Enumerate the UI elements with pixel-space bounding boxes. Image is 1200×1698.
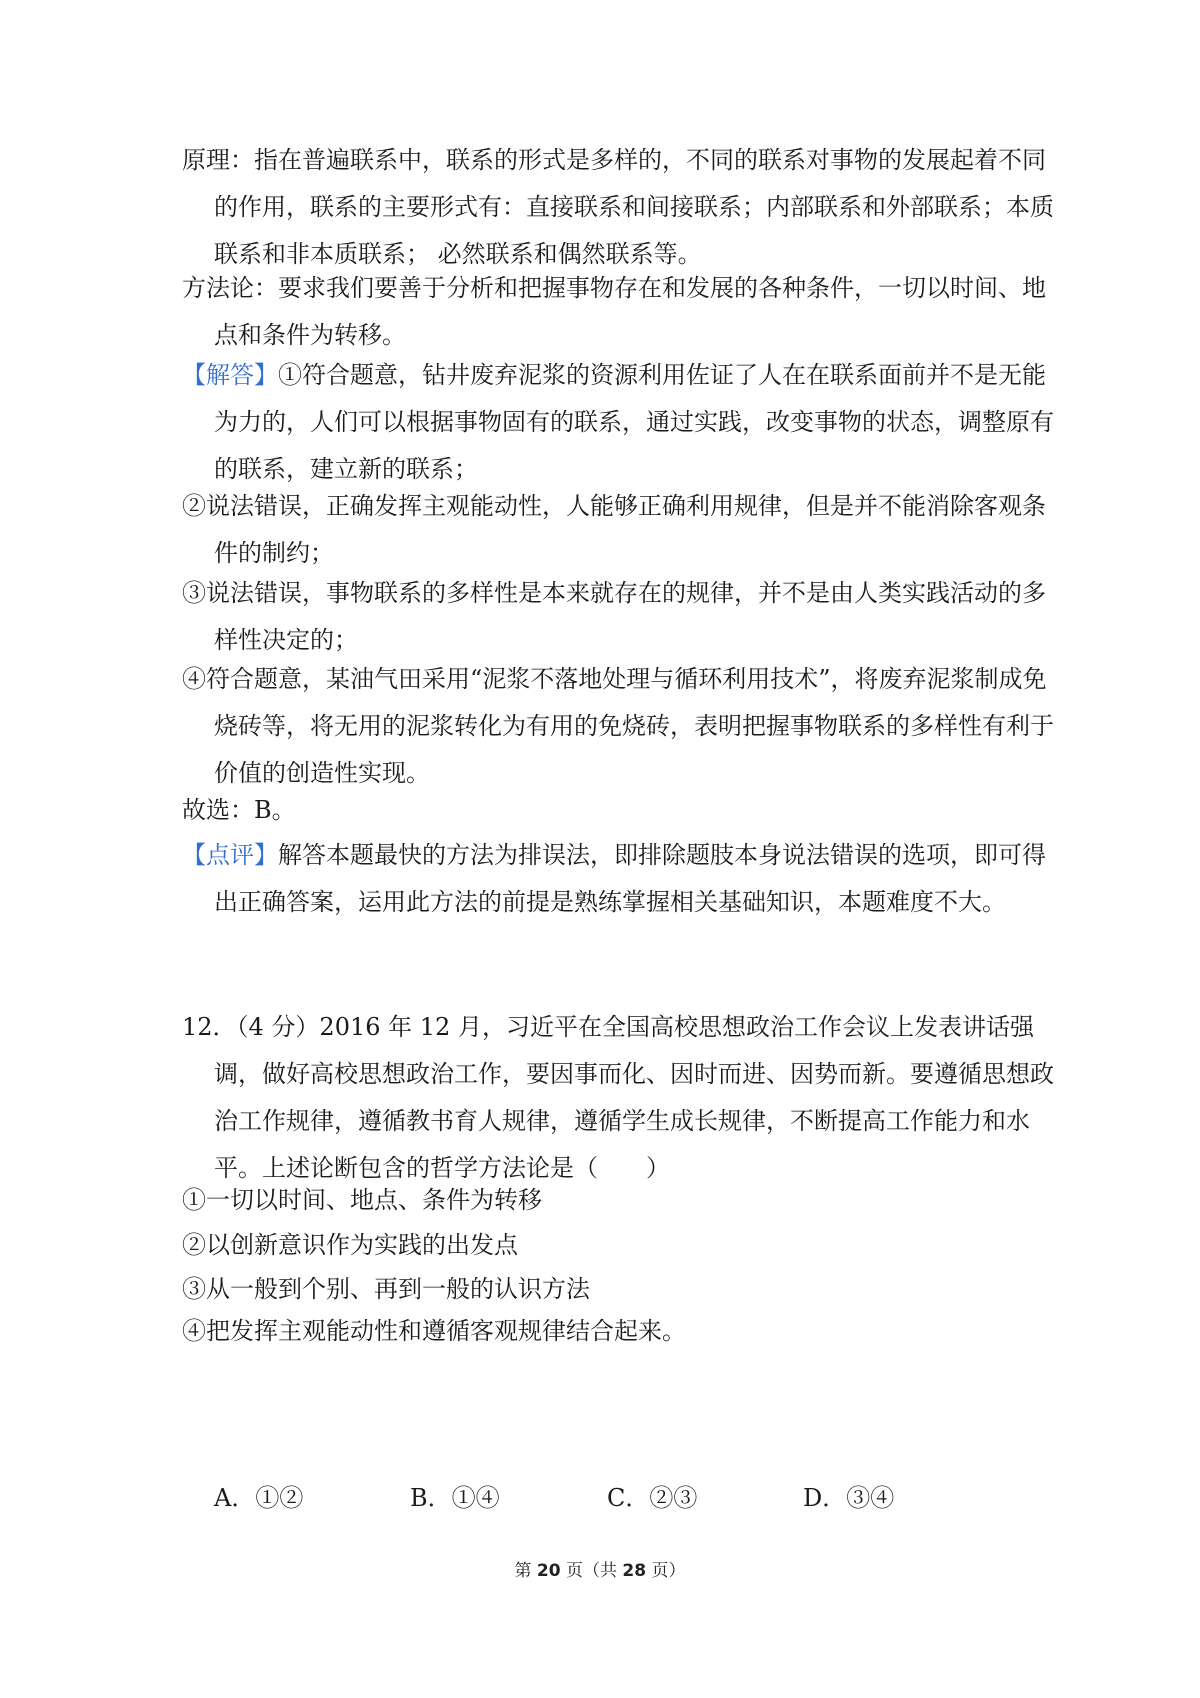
option-b: B．①④ bbox=[410, 1484, 500, 1512]
paragraph-text: ③说法错误，事物联系的多样性是本来就存在的规律，并不是由人类实践活动的多样性决定的； bbox=[182, 579, 1046, 654]
question-item-1 bbox=[182, 1177, 1054, 1224]
item-text: ②以创新意识作为实践的出发点 bbox=[182, 1231, 518, 1259]
paragraph-text: 故选：B。 bbox=[182, 796, 296, 824]
current-page-number: 20 bbox=[536, 1561, 561, 1581]
paragraph-text: 解答本题最快的方法为排误法，即排除题肢本身说法错误的选项，即可得出正确答案，运用此方法的前提是熟练掌握相关基础知识，本题难度不大。 bbox=[214, 841, 1046, 916]
answer-paragraph bbox=[182, 352, 1054, 493]
question-text: 12．（4 分）2016 年 12 月，习近平在全国高校思想政治工作会议上发表讲话强调，做好高校思想政治工作，要因事而化、因时而进、因势而新。要遵循思想政治工作规律，遵循教书育人规律，遵循学生成长规律，不断提高工作能力和水平。上述论断包含的哲学方法论是（ ） bbox=[182, 1013, 1054, 1182]
selected-answer bbox=[182, 787, 1054, 834]
footer-suffix: 页） bbox=[646, 1561, 686, 1581]
paragraph-text: ②说法错误，正确发挥主观能动性，人能够正确利用规律，但是并不能消除客观条件的制约； bbox=[182, 492, 1046, 567]
paragraph-text: ①符合题意，钻井废弃泥浆的资源利用佐证了人在在联系面前并不是无能为力的，人们可以根据事物固有的联系，通过实践，改变事物的状态，调整原有的联系，建立新的联系； bbox=[214, 361, 1054, 483]
item-text: ①一切以时间、地点、条件为转移 bbox=[182, 1186, 542, 1214]
item-text: ④把发挥主观能动性和遵循客观规律结合起来。 bbox=[182, 1317, 686, 1345]
principle-paragraph bbox=[182, 137, 1054, 278]
question-item-4 bbox=[182, 1308, 1054, 1355]
option-a: A．①② bbox=[214, 1484, 304, 1512]
total-pages-number: 28 bbox=[622, 1561, 647, 1581]
item-text: ③从一般到个别、再到一般的认识方法 bbox=[182, 1275, 590, 1303]
option-d: D．③④ bbox=[803, 1484, 895, 1512]
paragraph-text: 方法论：要求我们要善于分析和把握事物存在和发展的各种条件，一切以时间、地点和条件为转移。 bbox=[182, 274, 1046, 349]
question-stem bbox=[182, 1004, 1054, 1192]
paragraph-text: 原理：指在普遍联系中，联系的形式是多样的，不同的联系对事物的发展起着不同的作用，联系的主要形式有：直接联系和间接联系；内部联系和外部联系；本质联系和非本质联系； 必然联系和偶然联系等。 bbox=[182, 146, 1054, 268]
option-c: C．②③ bbox=[607, 1484, 698, 1512]
comment-paragraph bbox=[182, 832, 1054, 926]
question-item-2 bbox=[182, 1222, 1054, 1269]
answer-tag: 【解答】 bbox=[182, 361, 278, 389]
paragraph-text: ④符合题意，某油气田采用“泥浆不落地处理与循环利用技术”，将废弃泥浆制成免烧砖等，将无用的泥浆转化为有用的免烧砖，表明把握事物联系的多样性有利于价值的创造性实现。 bbox=[182, 665, 1054, 787]
methodology-paragraph bbox=[182, 265, 1054, 359]
footer-middle: 页（共 bbox=[560, 1561, 623, 1581]
answer-item-3 bbox=[182, 570, 1054, 664]
question-item-3 bbox=[182, 1266, 1054, 1313]
answer-item-2 bbox=[182, 483, 1054, 577]
answer-options bbox=[214, 1478, 1014, 1518]
answer-item-4 bbox=[182, 656, 1054, 797]
footer-prefix: 第 bbox=[514, 1561, 537, 1581]
comment-tag: 【点评】 bbox=[182, 841, 278, 869]
page-footer bbox=[0, 1556, 1200, 1581]
